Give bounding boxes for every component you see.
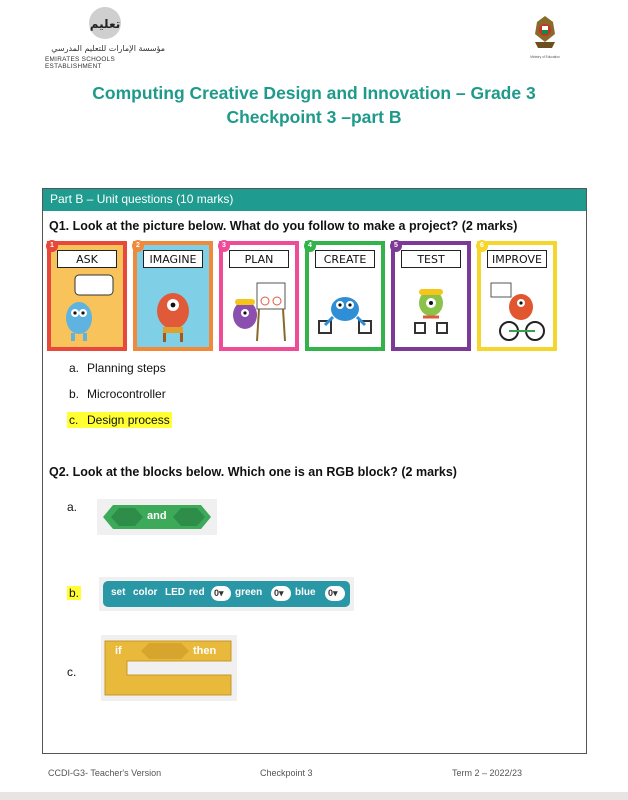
card-label: IMAGINE (143, 250, 203, 268)
card-number: 6 (476, 240, 488, 252)
red-value: 0 (214, 588, 220, 598)
design-process-image (47, 241, 559, 351)
card-label: IMPROVE (487, 250, 547, 268)
blue-value-dropdown[interactable]: 0▾ (325, 586, 345, 601)
ese-logo (45, 6, 165, 68)
monster-icon (487, 273, 547, 343)
card-improve (477, 241, 557, 351)
card-ask (47, 241, 127, 351)
q2-option-a-letter: a. (67, 500, 78, 514)
question-1: Q1. Look at the picture below. What do you follow to make a project? (2 marks) (49, 219, 518, 233)
green-value: 0 (274, 588, 280, 598)
q1-option-a (69, 361, 166, 375)
logo-mark-text: تعليم (89, 17, 121, 31)
red-value-dropdown[interactable]: 0▾ (211, 586, 231, 601)
document-title: Computing Creative Design and Innovation – Grade 3 (92, 83, 536, 103)
emblem-caption: Ministry of Education (530, 55, 560, 59)
card-number: 5 (390, 240, 402, 252)
monster-icon (315, 273, 375, 343)
card-number: 4 (304, 240, 316, 252)
footer-center: Checkpoint 3 (260, 768, 313, 778)
rgb-block (103, 581, 350, 607)
part-label: Part B – Unit questions (10 marks) (50, 192, 234, 206)
monster-icon (57, 273, 117, 343)
card-number: 3 (218, 240, 230, 252)
monster-icon (229, 273, 289, 343)
uae-emblem-icon (530, 12, 560, 62)
questions-box (42, 188, 587, 754)
option-text: Design process (87, 413, 170, 427)
document-subtitle: Checkpoint 3 –part B (226, 107, 402, 127)
option-letter: a. (69, 361, 80, 375)
q2-option-c-letter: c. (67, 665, 77, 679)
rgb-word-led: LED (165, 587, 185, 598)
card-label: CREATE (315, 250, 375, 268)
rgb-word-green: green (235, 587, 263, 598)
card-label: ASK (57, 250, 117, 268)
option-text: Planning steps (87, 361, 166, 375)
card-number: 1 (46, 240, 58, 252)
card-plan (219, 241, 299, 351)
q1-option-c (67, 412, 172, 428)
rgb-word-color: color (133, 587, 158, 598)
footer-left: CCDI-G3- Teacher's Version (48, 768, 162, 778)
logo-mark-icon (87, 6, 123, 40)
card-label: PLAN (229, 250, 289, 268)
monster-icon (143, 273, 203, 343)
blue-value: 0 (328, 588, 334, 598)
monster-icon (401, 273, 461, 343)
option-letter: c. (69, 413, 79, 427)
org-arabic-name: مؤسسة الإمارات للتعليم المدرسي (51, 44, 165, 53)
and-block-panel (97, 499, 217, 535)
page-header (0, 0, 628, 75)
footer-right: Term 2 – 2022/23 (452, 768, 523, 778)
option-letter: b. (69, 387, 80, 401)
q2-option-b-letter: b. (69, 586, 80, 600)
card-create (305, 241, 385, 351)
rgb-word-red: red (189, 587, 205, 598)
if-label: if (115, 645, 122, 657)
if-block-panel (101, 635, 237, 701)
card-imagine (133, 241, 213, 351)
rgb-word-set: set (111, 587, 126, 598)
rgb-word-blue: blue (295, 587, 316, 598)
then-label: then (193, 645, 217, 657)
q1-option-b (69, 387, 166, 401)
part-header-bar (43, 189, 586, 211)
and-block-label: and (147, 510, 167, 522)
card-number: 2 (132, 240, 144, 252)
question-2: Q2. Look at the blocks below. Which one is an RGB block? (2 marks) (49, 465, 457, 479)
card-test (391, 241, 471, 351)
org-english-name: EMIRATES SCHOOLS ESTABLISHMENT (45, 56, 116, 70)
page-bottom-strip (0, 792, 628, 800)
green-value-dropdown[interactable]: 0▾ (271, 586, 291, 601)
option-text: Microcontroller (87, 387, 166, 401)
card-label: TEST (401, 250, 461, 268)
